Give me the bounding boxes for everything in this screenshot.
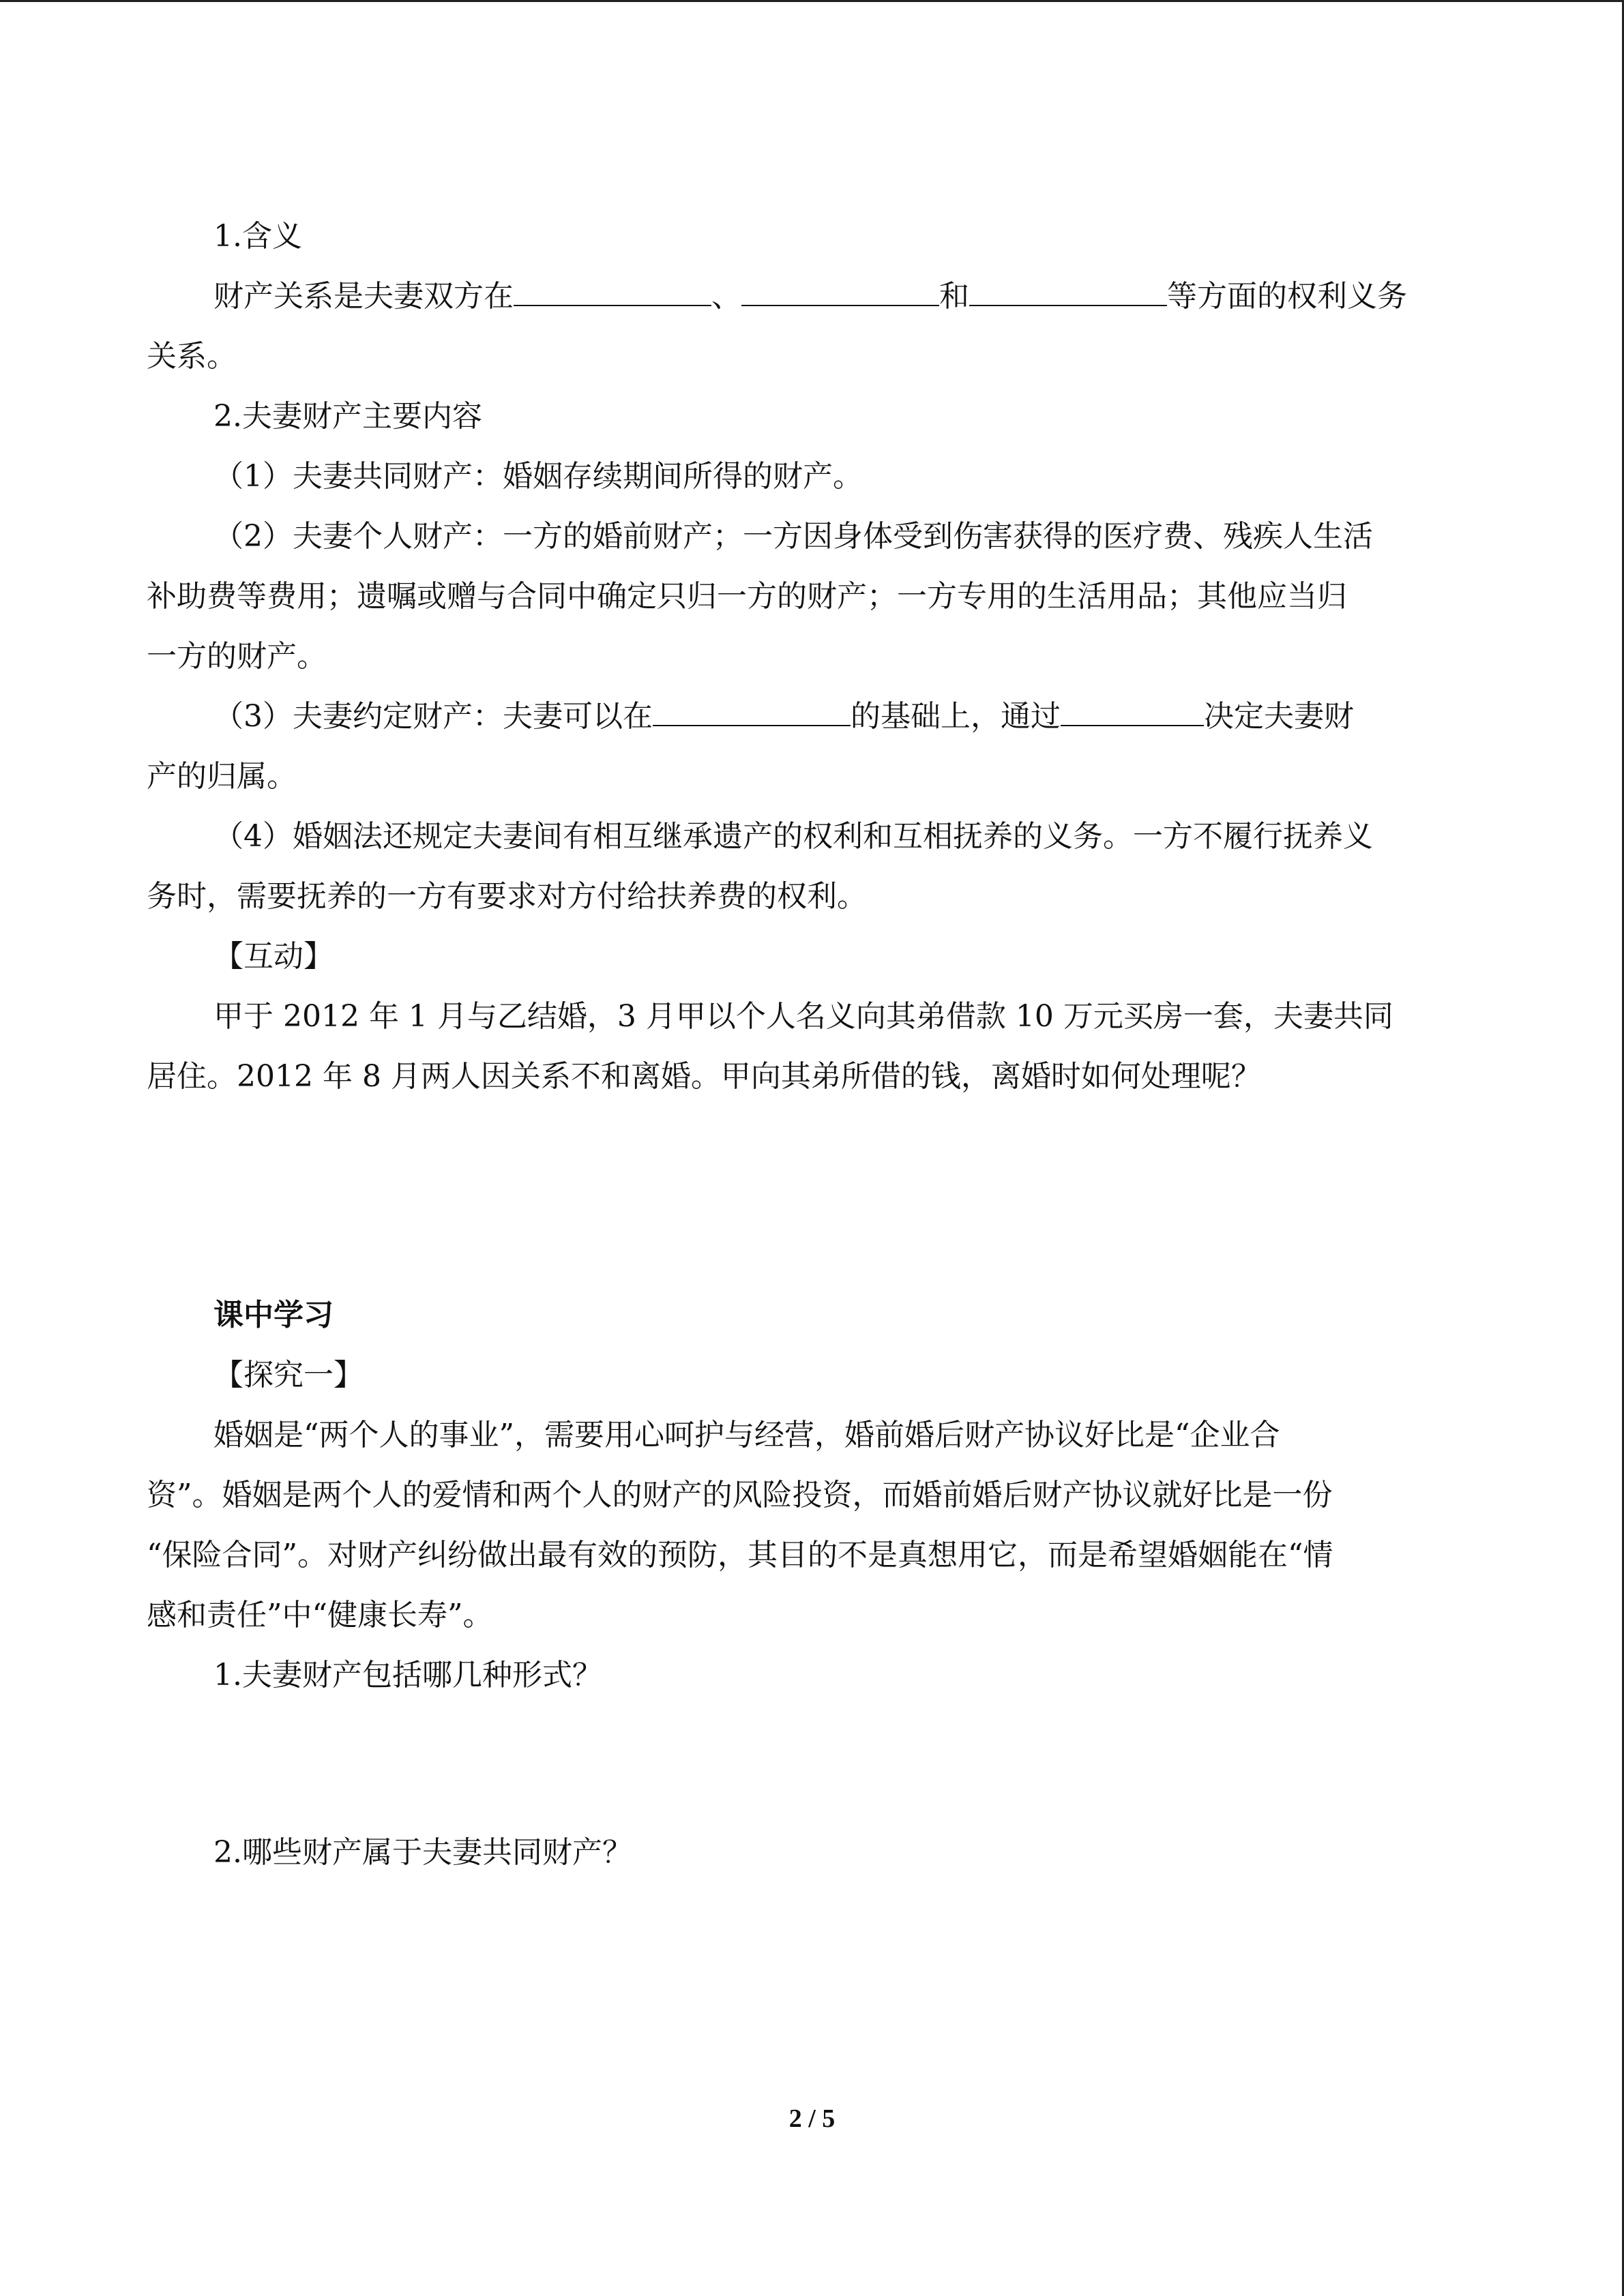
lesson-heading: 课中学习 (213, 1298, 334, 1332)
fill-blank-4[interactable] (653, 695, 851, 726)
explore-para-line-3: “保险合同”。对财产纠纷做出最有效的预防，其目的不是真想用它，而是希望婚姻能在“情 (147, 1538, 1333, 1572)
page-content (147, 207, 1480, 1883)
definition-line (147, 267, 1480, 327)
item2-line-2: 补助费等费用；遗嘱或赠与合同中确定只归一方的财产；一方专用的生活用品；其他应当归 (147, 579, 1347, 614)
definition-separator-1: 、 (711, 279, 741, 314)
item3-line-2: 产的归属。 (147, 759, 297, 794)
explore-para-line-1: 婚姻是“两个人的事业”，需要用心呵护与经营，婚前婚后财产协议好比是“企业合 (213, 1418, 1280, 1452)
item2-line-1: （2）夫妻个人财产：一方的婚前财产；一方因身体受到伤害获得的医疗费、残疾人生活 (213, 519, 1373, 554)
question-1-answer-space (147, 1705, 1480, 1823)
item1-text: （1）夫妻共同财产：婚姻存续期间所得的财产。 (213, 459, 863, 494)
item3-text-a: （3）夫妻约定财产：夫妻可以在 (213, 699, 653, 734)
item4-line-2: 务时，需要抚养的一方有要求对方付给扶养费的权利。 (147, 879, 867, 914)
interaction-line-1: 甲于 2012 年 1 月与乙结婚，3 月甲以个人名义向其弟借款 10 万元买房一套，夫妻共同 (213, 999, 1393, 1034)
section1-heading: 1.含义 (213, 219, 302, 254)
item2-line-3: 一方的财产。 (147, 639, 327, 674)
explore-para-line-2: 资”。婚姻是两个人的爱情和两个人的财产的风险投资，而婚前婚后财产协议就好比是一份 (147, 1478, 1333, 1512)
question-2: 2.哪些财产属于夫妻共同财产？ (213, 1835, 632, 1870)
interaction-heading: 【互动】 (213, 939, 334, 974)
definition-line-cont: 关系。 (147, 339, 237, 374)
answer-space (147, 1107, 1480, 1285)
explore-heading: 【探究一】 (213, 1358, 364, 1392)
explore-para-line-4: 感和责任”中“健康长寿”。 (147, 1598, 493, 1632)
item4-line-1: （4）婚姻法还规定夫妻间有相互继承遗产的权利和互相抚养的义务。一方不履行抚养义 (213, 819, 1373, 854)
fill-blank-3[interactable] (969, 275, 1167, 306)
definition-text-b: 等方面的权利义务 (1167, 279, 1407, 314)
fill-blank-1[interactable] (514, 275, 711, 306)
item3-text-b: 的基础上，通过 (851, 699, 1061, 734)
item3-text-c: 决定夫妻财 (1204, 699, 1354, 734)
section2-heading: 2.夫妻财产主要内容 (213, 399, 482, 434)
item3-line-1 (147, 687, 1480, 747)
fill-blank-2[interactable] (741, 275, 939, 306)
page-number: 2 / 5 (788, 2104, 836, 2133)
fill-blank-5[interactable] (1061, 695, 1204, 726)
definition-text-a: 财产关系是夫妻双方在 (213, 279, 514, 314)
interaction-line-2: 居住。2012 年 8 月两人因关系不和离婚。甲向其弟所借的钱，离婚时如何处理呢？ (147, 1059, 1261, 1094)
definition-separator-2: 和 (939, 279, 969, 314)
question-1: 1.夫妻财产包括哪几种形式？ (213, 1658, 602, 1693)
